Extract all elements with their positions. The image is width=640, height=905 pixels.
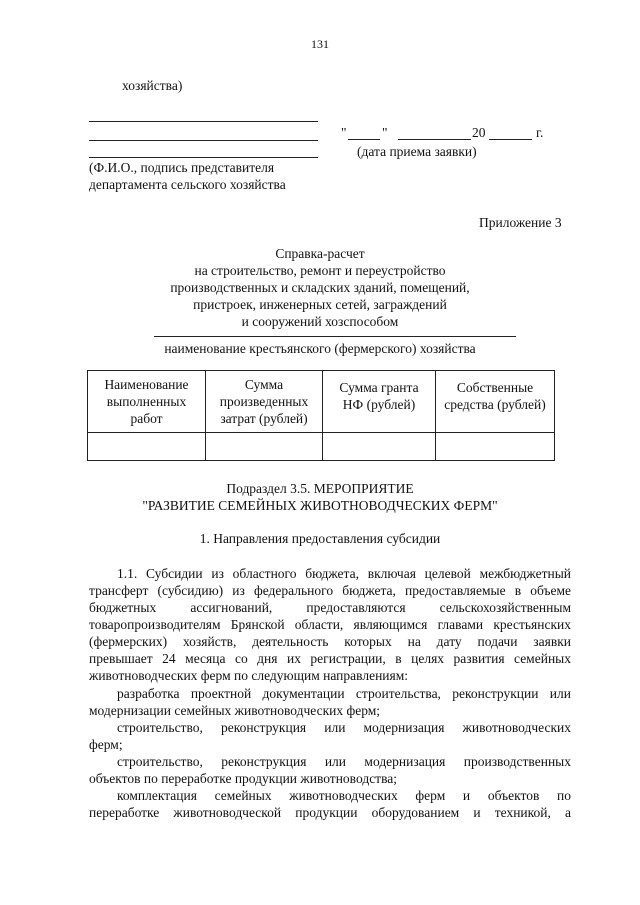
farm-name-line	[154, 336, 516, 337]
title-line: производственных и складских зданий, помещений,	[170, 280, 470, 295]
subsection-line-1: Подраздел 3.5. МЕРОПРИЯТИЕ	[226, 481, 414, 496]
table-cell	[88, 433, 206, 461]
table-header-cell: Собственные средства (рублей)	[436, 371, 555, 433]
table-row	[88, 433, 555, 461]
table-header-row	[88, 371, 555, 433]
section-heading: 1. Направления предоставления субсидии	[199, 531, 441, 546]
table-header-cell: Сумма произведенных затрат (рублей)	[206, 371, 323, 433]
title-line: пристроек, инженерных сетей, заграждений	[193, 297, 447, 312]
signature-caption-1: (Ф.И.О., подпись представителя	[89, 160, 275, 175]
signature-line-3	[89, 157, 318, 158]
date-quote-close: "	[382, 125, 388, 140]
date-month-line	[398, 139, 471, 140]
date-year-suffix: г.	[536, 125, 544, 140]
farm-name-caption: наименование крестьянского (фермерского) хозяйства	[164, 341, 476, 356]
title-line: Справка-расчет	[275, 246, 365, 261]
title-line: и сооружений хозспособом	[241, 314, 399, 329]
date-caption: (дата приема заявки)	[357, 144, 477, 159]
document-title	[120, 245, 520, 330]
paragraph-3: строительство, реконструкция или модернизация животноводческих ферм;	[89, 720, 571, 752]
org-name-tail: хозяйства)	[122, 78, 183, 93]
paragraph-1: 1.1. Субсидии из областного бюджета, включая целевой межбюджетный трансферт (субсидию) из федерального бюджета, предоставляемые в объеме бюджетных ассигнований, предоставляются сельскохозяйственным товаропроизводителям Брянской области, являющимся главами крестьянских (фермерских) хозяйств, деятельность которых на дату подачи заявки превышает 24 месяца со дня их регистрации, в целях развития семейных животноводческих ферм по следующим направлениям:	[89, 566, 571, 683]
signature-line-1	[89, 121, 318, 122]
date-year-line	[489, 139, 532, 140]
appendix-label: Приложение 3	[479, 215, 562, 230]
paragraph-4: строительство, реконструкция или модернизация производственных объектов по переработке продукции животноводства;	[89, 754, 571, 786]
table-header-cell: Сумма гранта НФ (рублей)	[323, 371, 436, 433]
date-year: 20	[472, 125, 486, 140]
table-cell	[436, 433, 555, 461]
signature-line-2	[89, 140, 318, 141]
table-header-cell: Наименование выполненных работ	[88, 371, 206, 433]
date-day-line	[348, 139, 380, 140]
signature-caption-2: департамента сельского хозяйства	[89, 177, 286, 192]
table-cell	[323, 433, 436, 461]
page-number: 131	[311, 37, 329, 51]
paragraph-2: разработка проектной документации строительства, реконструкции или модернизации семейных животноводческих ферм;	[89, 686, 571, 718]
title-line: на строительство, ремонт и переустройство	[194, 263, 446, 278]
paragraph-5: комплектация семейных животноводческих ферм и объектов по переработке животноводческой продукции оборудованием и техникой, а	[89, 788, 571, 820]
table-cell	[206, 433, 323, 461]
date-quote-open: "	[341, 125, 347, 140]
expense-table	[87, 370, 555, 461]
subsection-line-2: "РАЗВИТИЕ СЕМЕЙНЫХ ЖИВОТНОВОДЧЕСКИХ ФЕРМ"	[142, 498, 498, 513]
subsection-title	[60, 480, 580, 514]
